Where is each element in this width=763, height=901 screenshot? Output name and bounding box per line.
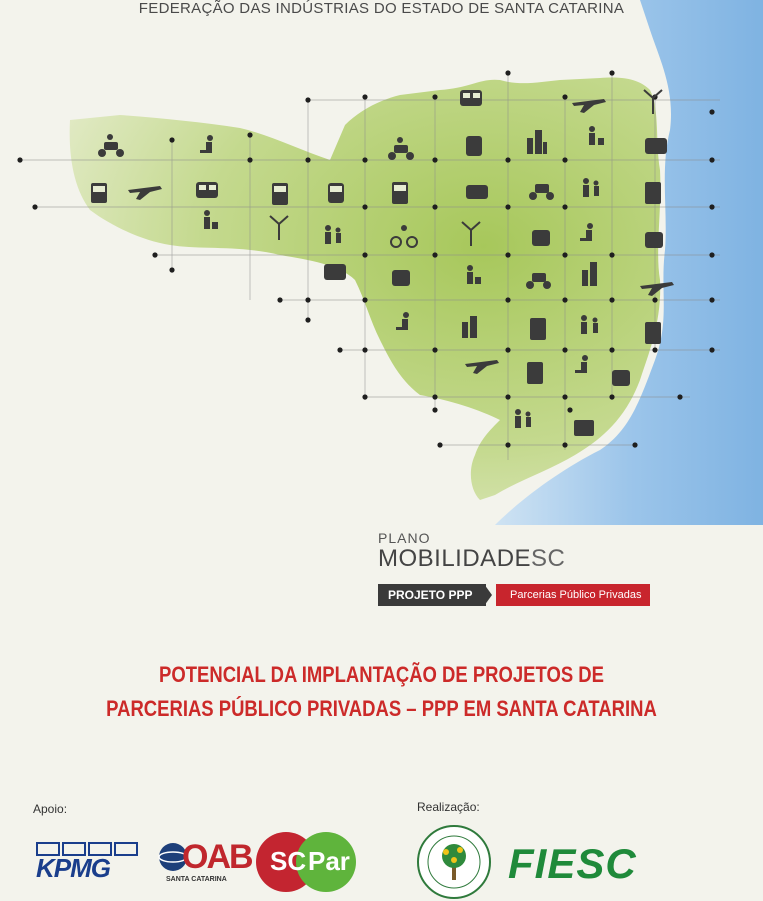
train-icon [466, 185, 488, 199]
bus-icon [392, 182, 408, 204]
train-icon [392, 270, 410, 286]
kpmg-text: KPMG [36, 853, 110, 883]
train-icon [328, 183, 344, 203]
organization-header: FEDERAÇÃO DAS INDÚSTRIAS DO ESTADO DE SANTA CATARINA [138, 0, 625, 17]
train-icon [645, 138, 667, 154]
train-icon [460, 90, 482, 106]
brand-mobilidade: MOBILIDADE [378, 545, 532, 572]
train-icon [196, 182, 218, 198]
scpar-sc-text: SC [270, 846, 307, 876]
bus-icon [574, 420, 594, 436]
projeto-ppp-banner [378, 584, 650, 606]
train-icon [612, 370, 630, 386]
scpar-par-text: Par [308, 846, 350, 876]
bus-icon [645, 322, 661, 344]
document-title [61, 658, 702, 726]
pacto-sustentabilidade-seal [416, 824, 492, 900]
bus-icon [91, 183, 107, 203]
bus-icon [645, 182, 661, 204]
plano-mobilidade-logo [378, 530, 565, 572]
train-icon [466, 136, 482, 156]
scpar-logo [256, 832, 356, 894]
brand-plano-text: PLANO [378, 530, 431, 546]
brand-sc: SC [531, 545, 566, 572]
parcerias-label: Parcerias Público Privadas [496, 584, 650, 606]
apoio-label: Apoio: [33, 802, 68, 816]
title-line-1: POTENCIAL DA IMPLANTAÇÃO DE PROJETOS DE [159, 662, 604, 687]
bus-icon [272, 183, 288, 205]
train-icon [532, 230, 550, 246]
projeto-ppp-label: PROJETO PPP [378, 584, 486, 606]
kpmg-logo [36, 842, 140, 886]
title-line-2: PARCERIAS PÚBLICO PRIVADAS – PPP EM SANTA CATARINA [106, 696, 657, 721]
bus-icon [527, 362, 543, 384]
oab-logo [158, 838, 252, 888]
oab-subtitle: SANTA CATARINA [166, 876, 227, 883]
realizacao-label: Realização: [417, 800, 480, 814]
train-icon [645, 232, 663, 248]
oab-text: OAB [182, 838, 252, 876]
bus-icon [530, 318, 546, 340]
train-icon [324, 264, 346, 280]
brand-mobilidade-text [378, 546, 565, 572]
fiesc-logo: FIESC [508, 840, 637, 887]
